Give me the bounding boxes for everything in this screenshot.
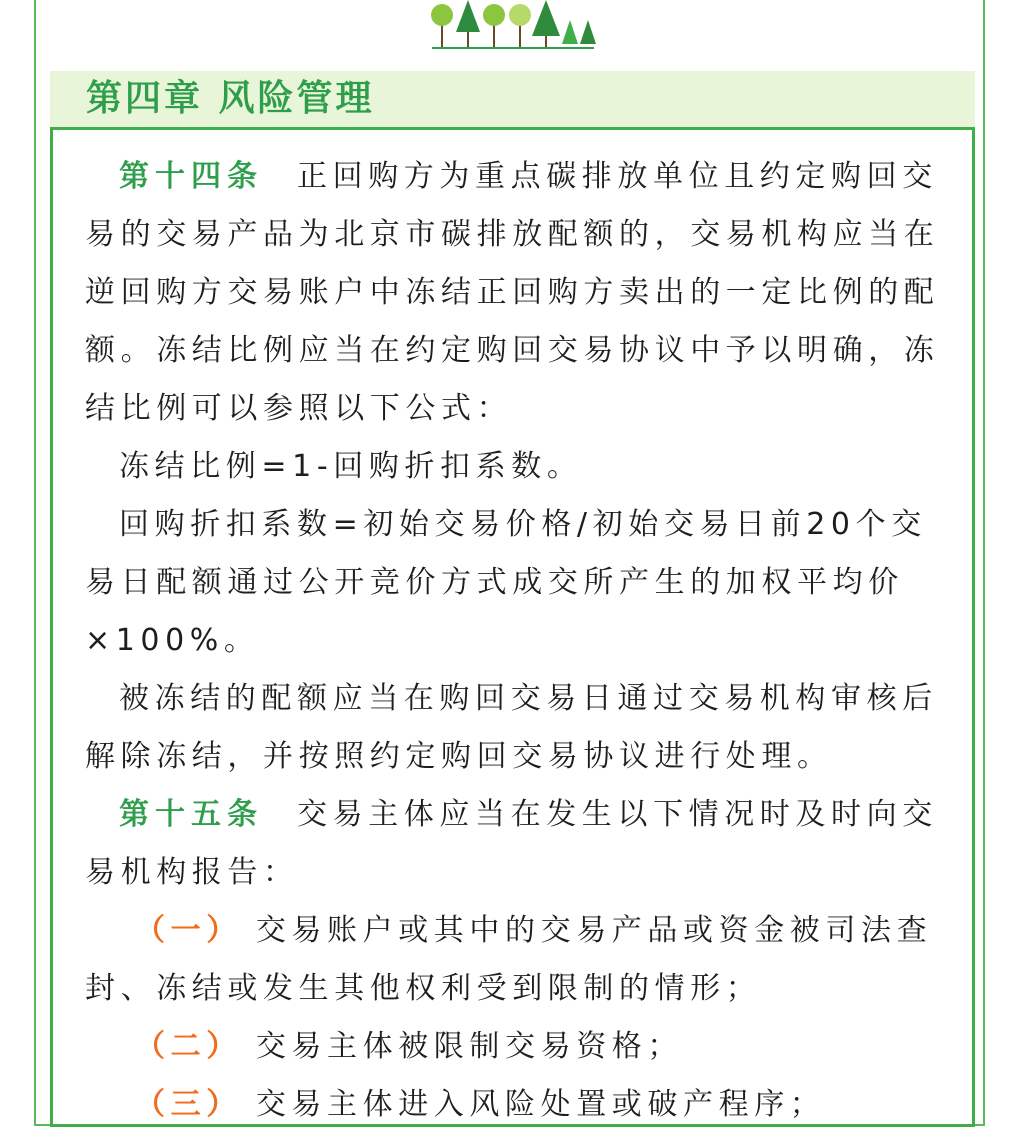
article14-paragraph-2: 冻结比例=1-回购折扣系数。 — [119, 449, 583, 484]
item-text: 交易账户或其中的交易产品或资金被司法查封、冻结或发生其他权利受到限制的情形； — [85, 913, 933, 1006]
article14-text-1: 正回购方为重点碳排放单位且约定购回交易的交易产品为北京市碳排放配额的，交易机构应当在逆回购方交易账户中冻结正回购方卖出的一定比例的配额。冻结比例应当在约定购回交易协议中予以明确，冻结比例可以参照以下公式： — [85, 159, 940, 426]
article15-paragraph-1 — [85, 786, 949, 902]
item-text: 交易主体被限制交易资格； — [255, 1029, 684, 1064]
trees-decoration — [428, 0, 598, 52]
chapter-title: 第四章 风险管理 — [86, 78, 375, 119]
chapter-header — [50, 71, 975, 128]
article15-label: 第十五条 — [119, 797, 263, 832]
article14-label: 第十四条 — [119, 159, 263, 194]
article14-paragraph-3: 回购折扣系数=初始交易价格/初始交易日前20个交易日配额通过公开竞价方式成交所产生的加权平均价×100%。 — [85, 507, 927, 658]
item-number: （三） — [135, 1087, 242, 1122]
item-text: 交易主体进入风险处置或破产程序； — [255, 1087, 826, 1122]
item-number: （二） — [135, 1029, 242, 1064]
list-item — [85, 902, 949, 1018]
list-item — [85, 1018, 949, 1076]
list-item — [85, 1076, 949, 1134]
article15-text-1: 交易主体应当在发生以下情况时及时向交易机构报告： — [85, 797, 938, 890]
item-number: （一） — [135, 913, 242, 948]
article14-paragraph-4: 被冻结的配额应当在购回交易日通过交易机构审核后解除冻结，并按照约定购回交易协议进行处理。 — [85, 681, 938, 774]
article14-paragraph-1 — [85, 148, 949, 438]
content-box — [50, 127, 975, 1127]
article-text — [85, 148, 949, 1134]
